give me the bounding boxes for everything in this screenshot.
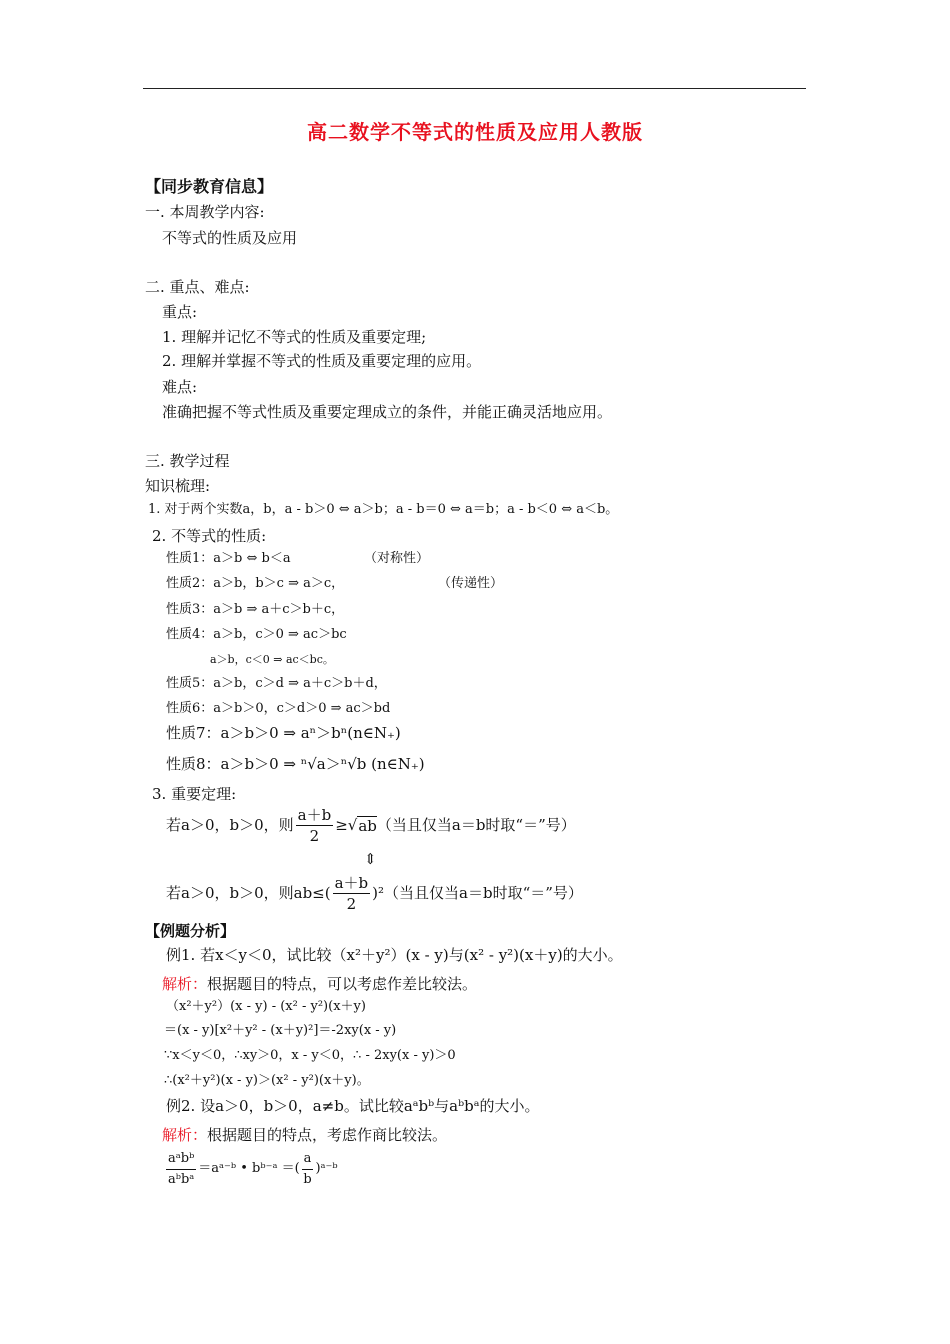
example-2-formula xyxy=(164,1146,338,1192)
example-2-ratio-num: a xyxy=(302,1149,314,1170)
s2-heading: 二. 重点、难点: xyxy=(145,278,250,296)
equivalence-arrow: ⇕ xyxy=(364,850,377,868)
document-title: 高二数学不等式的性质及应用人教版 xyxy=(307,120,643,144)
s3-sub: 知识梳理: xyxy=(145,477,211,495)
property-7 xyxy=(166,724,401,742)
s2-key-1: 1. 理解并记忆不等式的性质及重要定理; xyxy=(162,328,427,346)
theorem-2 xyxy=(166,872,583,914)
s2-key-label: 重点: xyxy=(162,303,198,321)
property-7-expr: a＞b＞0 ⇒ aⁿ＞bⁿ(n∈N₊) xyxy=(220,724,401,742)
example-2-exponent: )ᵃ⁻ᵇ xyxy=(315,1161,338,1176)
example-1-step-2: ＝(x - y)[x²＋y² - (x＋y)²]＝-2xy(x - y) xyxy=(164,1023,397,1038)
item-3: 3. 重要定理: xyxy=(152,785,237,803)
theorem-2-pre: 若a＞0，b＞0，则ab≤( xyxy=(166,884,331,902)
property-8 xyxy=(166,755,425,773)
example-1: 例1. 若x＜y＜0，试比较（x²＋y²）(x - y)与(x² - y²)(x＋y)的大小。 xyxy=(166,946,623,964)
example-2-quotient xyxy=(166,1149,196,1190)
property-4b: a＞b，c＜0 ⇒ ac＜bc。 xyxy=(210,653,334,666)
example-2-numerator: aᵃbᵇ xyxy=(166,1149,196,1170)
theorem-1-fraction xyxy=(296,805,334,846)
property-2-note: （传递性） xyxy=(438,576,504,591)
answer-label: 解析： xyxy=(162,975,208,993)
property-4: 性质4：a＞b，c＞0 ⇒ ac＞bc xyxy=(166,627,347,642)
theorem-2-fraction xyxy=(333,873,371,914)
example-2-denominator: aᵇbᵃ xyxy=(168,1171,195,1187)
property-1-note: （对称性） xyxy=(364,551,430,566)
s2-key-2: 2. 理解并掌握不等式的性质及重要定理的应用。 xyxy=(162,352,482,370)
theorem-1-relation: ≥ xyxy=(335,816,348,834)
item-1: 1. 对于两个实数a，b，a - b＞0 ⇔ a＞b；a - b＝0 ⇔ a＝b；a - b＜0 ⇔ a＜b。 xyxy=(148,502,619,517)
theorem-1-numerator: a＋b xyxy=(297,805,332,824)
example-2-ratio xyxy=(302,1149,314,1190)
theorem-2-denominator: 2 xyxy=(346,894,357,913)
theorem-2-post: )²（当且仅当a＝b时取“＝”号） xyxy=(372,884,583,902)
property-3: 性质3：a＞b ⇒ a＋c＞b＋c， xyxy=(166,602,345,617)
example-1-answer xyxy=(162,975,477,993)
theorem-1-radicand: ab xyxy=(358,816,377,835)
example-2-answer xyxy=(162,1126,447,1144)
example-1-answer-text: 根据题目的特点，可以考虑作差比较法。 xyxy=(207,975,478,993)
property-8-label: 性质8： xyxy=(166,755,221,773)
item-2: 2. 不等式的性质: xyxy=(152,527,267,545)
property-6: 性质6：a＞b＞0，c＞d＞0 ⇒ ac＞bd xyxy=(166,701,391,716)
theorem-1-denominator: 2 xyxy=(309,826,320,845)
s1-heading: 一. 本周教学内容: xyxy=(145,203,265,221)
example-1-step-3: ∵x＜y＜0，∴xy＞0，x - y＜0，∴ - 2xy(x - y)＞0 xyxy=(164,1048,456,1063)
theorem-2-numerator: a＋b xyxy=(334,873,369,892)
property-8-expr: a＞b＞0 ⇒ ⁿ√a＞ⁿ√b (n∈N₊) xyxy=(220,755,425,773)
example-2-answer-text: 根据题目的特点，考虑作商比较法。 xyxy=(207,1126,448,1144)
example-2-rhs: ＝aᵃ⁻ᵇ • bᵇ⁻ᵃ ＝( xyxy=(198,1161,300,1176)
section-sync-info: 【同步教育信息】 xyxy=(145,177,274,196)
theorem-1 xyxy=(166,804,576,846)
s1-content: 不等式的性质及应用 xyxy=(162,229,298,247)
property-2: 性质2：a＞b，b＞c ⇒ a＞c， xyxy=(166,576,345,591)
theorem-1-pre: 若a＞0，b＞0，则 xyxy=(166,816,294,834)
example-1-step-4: ∴(x²＋y²)(x - y)＞(x² - y²)(x＋y)。 xyxy=(164,1073,370,1088)
s2-diff-content: 准确把握不等式性质及重要定理成立的条件，并能正确灵活地应用。 xyxy=(162,403,613,421)
sqrt-symbol: √ xyxy=(347,816,358,834)
s2-diff-label: 难点: xyxy=(162,378,198,396)
theorem-1-note: （当且仅当a＝b时取“＝”号） xyxy=(376,816,576,834)
examples-heading: 【例题分析】 xyxy=(145,922,236,940)
property-1: 性质1：a＞b ⇔ b＜a xyxy=(166,551,291,566)
example-2-ratio-den: b xyxy=(303,1171,312,1187)
s3-heading: 三. 教学过程 xyxy=(145,452,230,470)
property-7-label: 性质7： xyxy=(166,724,221,742)
example-2: 例2. 设a＞0，b＞0，a≠b。试比较aᵃbᵇ与aᵇbᵃ的大小。 xyxy=(166,1097,540,1115)
answer-label: 解析： xyxy=(162,1126,208,1144)
property-5: 性质5：a＞b，c＞d ⇒ a＋c＞b＋d， xyxy=(166,676,387,691)
example-1-step-1: （x²＋y²）(x - y) - (x² - y²)(x＋y) xyxy=(166,999,366,1014)
header-rule xyxy=(143,88,806,89)
